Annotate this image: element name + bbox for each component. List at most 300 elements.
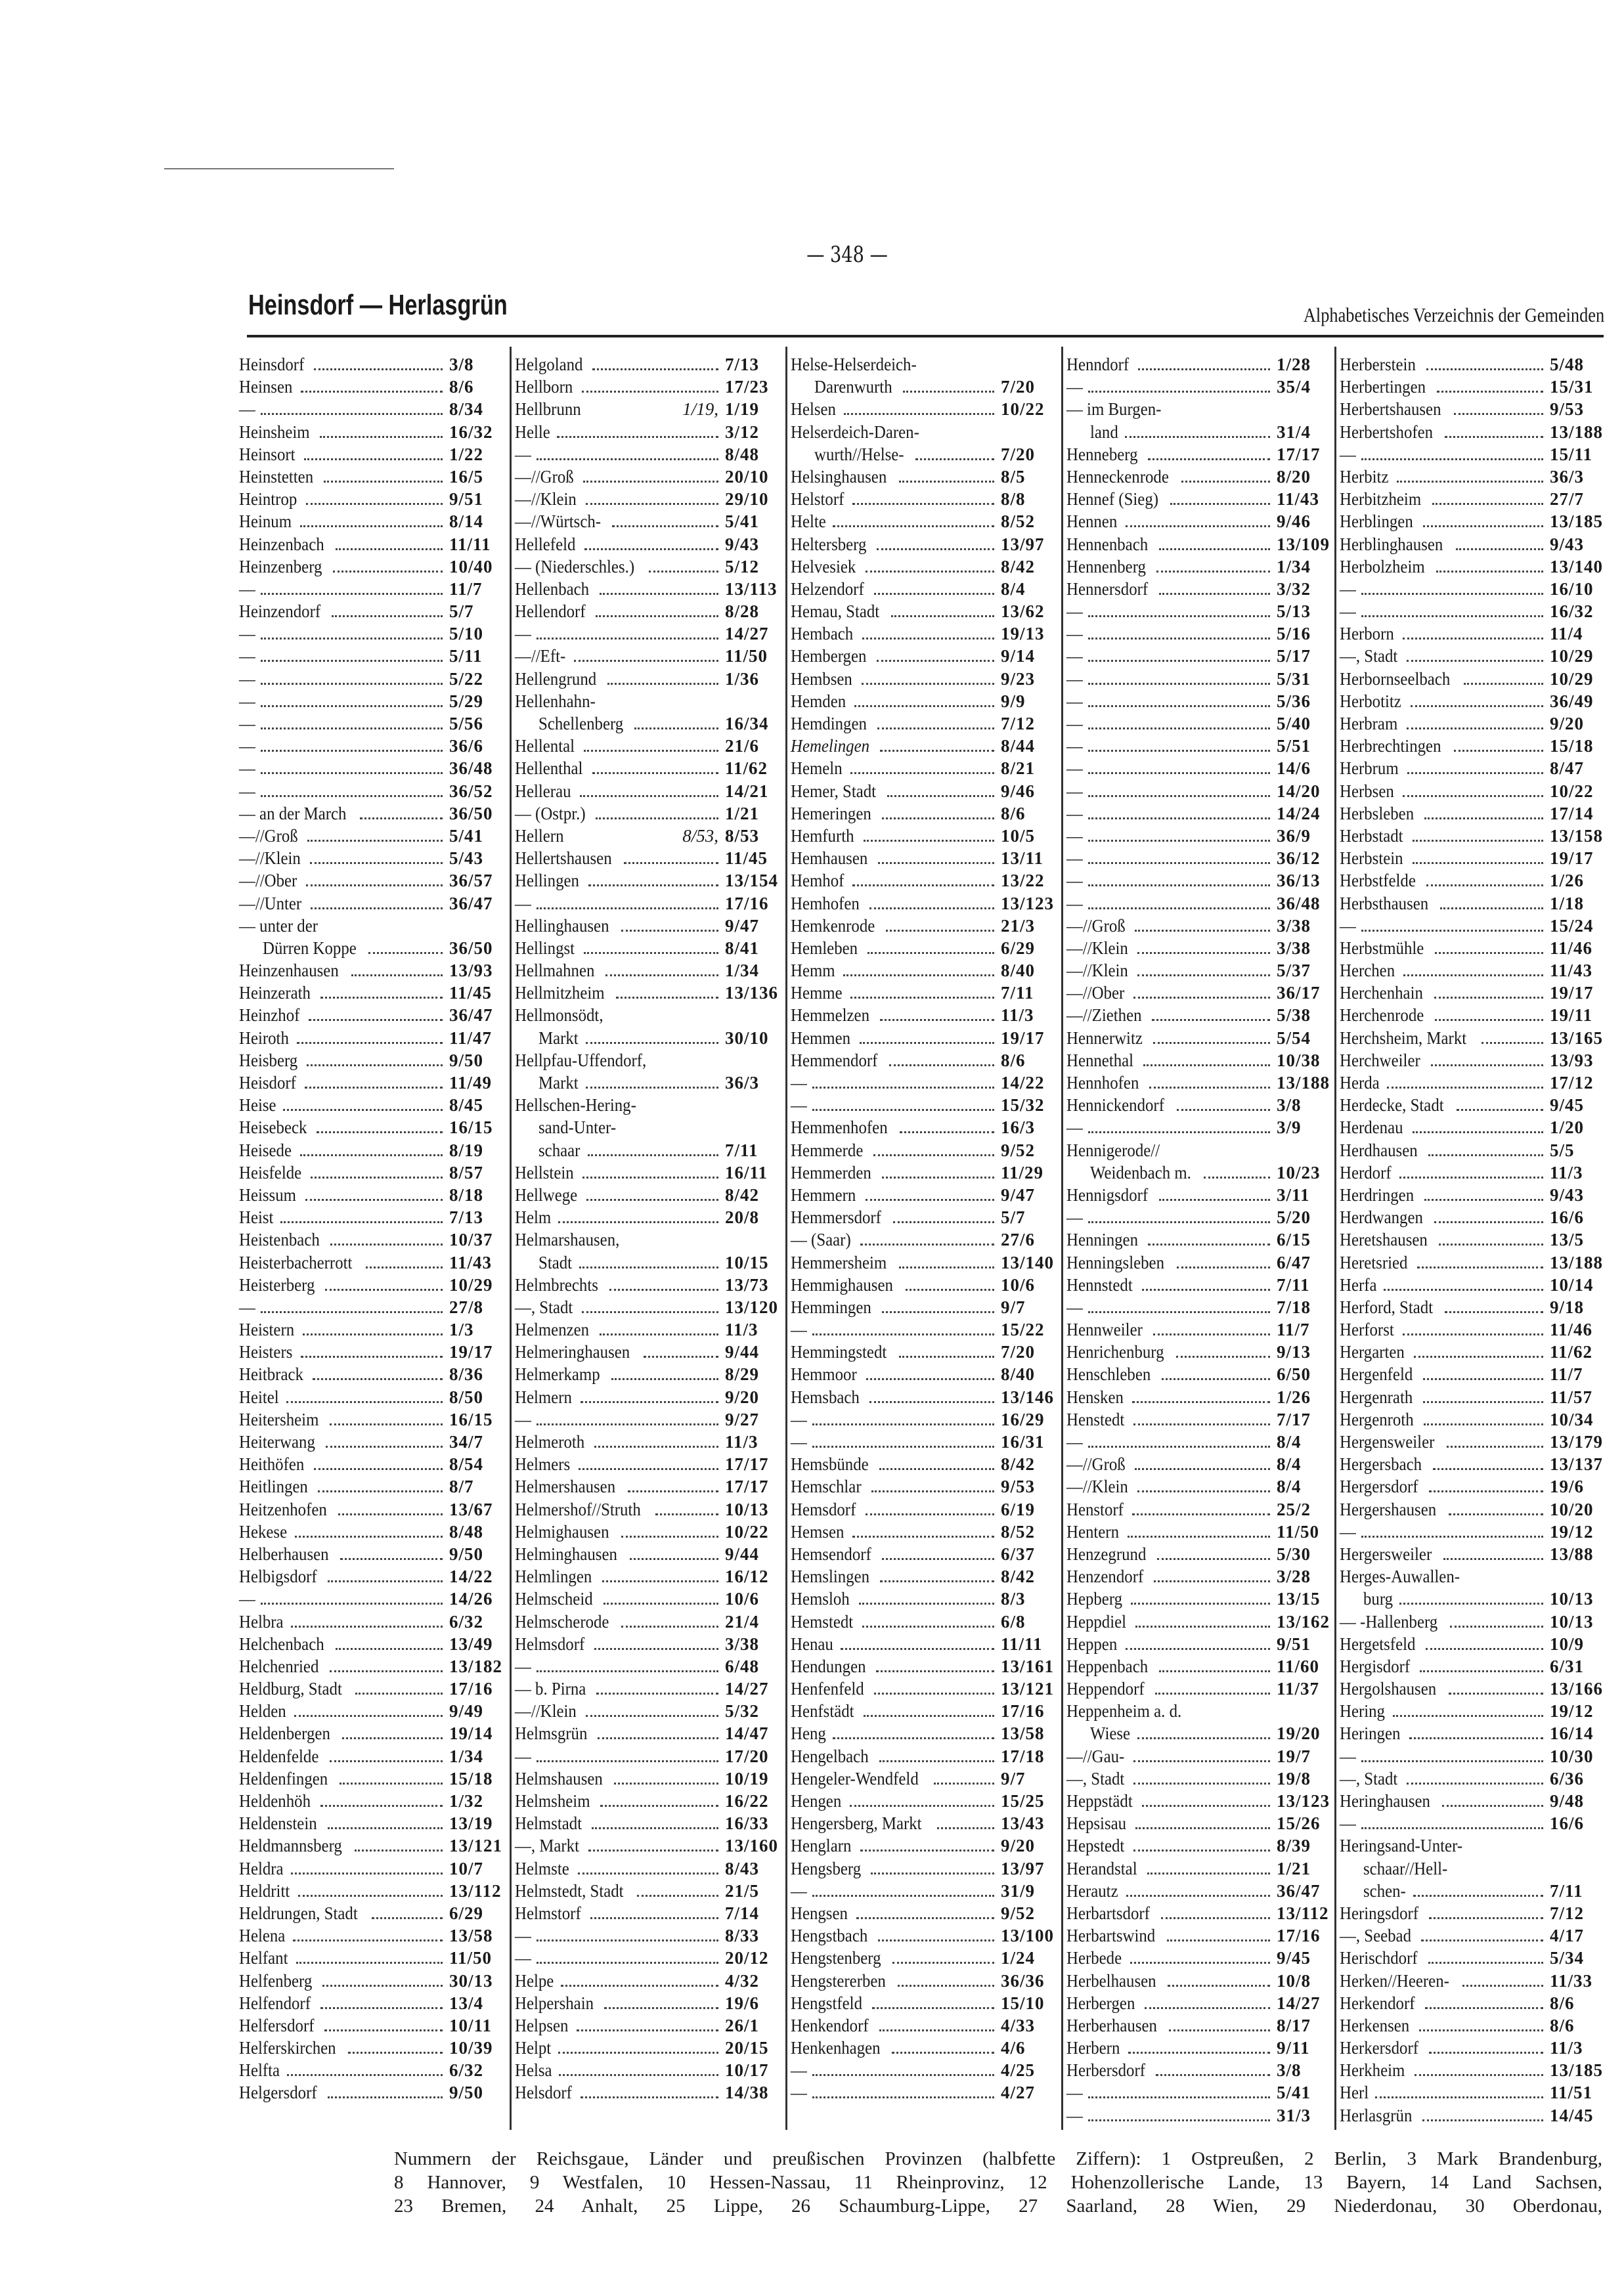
dot-leader	[812, 2096, 994, 2098]
region-reference: 5/41	[449, 825, 484, 846]
place-name: Hellenthal	[515, 758, 583, 779]
region-reference: 8/28	[725, 601, 760, 622]
dot-leader	[1361, 1536, 1543, 1538]
region-reference: 13/49	[449, 1634, 493, 1654]
index-entry	[515, 1498, 780, 1521]
region-reference: 19/14	[449, 1723, 493, 1744]
index-entry	[515, 353, 780, 376]
index-entry	[239, 1924, 504, 1947]
place-name: land	[1090, 422, 1118, 442]
region-reference: 36/12	[1277, 848, 1321, 869]
index-entry	[791, 600, 1056, 622]
index-entry	[791, 712, 1056, 735]
place-name: Heinsheim	[239, 422, 310, 442]
dot-leader	[1176, 1356, 1270, 1358]
region-reference: 3/38	[1277, 915, 1311, 936]
dot-leader	[879, 1468, 994, 1470]
index-entry	[791, 690, 1056, 712]
dot-leader	[1434, 997, 1543, 999]
dot-leader	[1413, 1131, 1543, 1133]
index-entry	[1340, 533, 1605, 555]
region-reference: 13/121	[1001, 1679, 1055, 1699]
region-reference: 17/18	[1001, 1746, 1045, 1766]
dot-leader	[1088, 840, 1270, 842]
dot-leader	[867, 952, 994, 954]
region-reference: 1/18	[1550, 893, 1585, 913]
dot-leader	[1426, 1648, 1543, 1650]
place-name: Herautz	[1066, 1880, 1118, 1901]
dot-leader	[812, 1087, 994, 1089]
dot-leader	[594, 1648, 718, 1650]
region-reference: 11/46	[1550, 938, 1593, 958]
region-reference: 15/24	[1550, 915, 1594, 936]
place-name: Hemsbach	[791, 1387, 860, 1407]
region-reference: 13/166	[1550, 1679, 1604, 1699]
place-name: Heisebeck	[239, 1117, 307, 1138]
dot-leader	[1132, 1513, 1270, 1515]
index-entry	[1066, 1678, 1332, 1700]
index-entry	[1340, 398, 1605, 420]
dot-leader	[1361, 458, 1543, 460]
dot-leader	[1399, 1177, 1543, 1179]
index-entry	[1066, 555, 1332, 578]
index-entry	[515, 1745, 780, 1767]
dot-leader	[878, 862, 994, 864]
region-reference: 5/34	[1550, 1948, 1585, 1968]
index-entry	[1340, 1296, 1605, 1318]
index-entry	[1340, 1318, 1605, 1341]
dot-leader	[1148, 458, 1270, 460]
region-reference: 13/161	[1001, 1656, 1055, 1676]
place-name: —//Groß	[1066, 1454, 1126, 1475]
section-title: Alphabetisches Verzeichnis der Gemeinden	[1303, 303, 1604, 326]
index-entry	[791, 982, 1056, 1004]
index-entry	[1340, 869, 1605, 892]
index-entry	[791, 555, 1056, 578]
index-entry	[791, 1633, 1056, 1655]
region-reference: 1/34	[1277, 556, 1311, 576]
place-name: Helpsen	[515, 2015, 569, 2035]
dot-leader	[852, 503, 994, 505]
index-entry	[1066, 1565, 1332, 1588]
index-entry	[515, 1453, 780, 1475]
dot-leader	[313, 1378, 443, 1380]
index-entry	[1066, 1318, 1332, 1341]
top-rule	[164, 168, 394, 169]
dot-leader	[1177, 1109, 1270, 1111]
place-name: Hemslingen	[791, 1567, 870, 1587]
place-name: Hemer, Stadt	[791, 781, 877, 801]
dot-leader	[298, 1895, 443, 1897]
index-entry	[239, 847, 504, 869]
dot-leader	[812, 1109, 994, 1111]
dot-leader	[833, 525, 994, 527]
index-entry	[1066, 757, 1332, 779]
dot-leader	[581, 2096, 718, 2098]
dot-leader	[1088, 772, 1270, 774]
region-reference: 13/185	[1550, 2060, 1604, 2081]
region-reference: 13/185	[1550, 511, 1604, 532]
index-entry	[1340, 1363, 1605, 1385]
dot-leader	[336, 1648, 443, 1650]
dot-leader	[293, 1939, 443, 1941]
index-entry	[239, 1296, 504, 1318]
region-reference: 20/15	[725, 2038, 769, 2058]
index-entry	[791, 1722, 1056, 1744]
region-reference: 9/11	[1277, 2038, 1310, 2058]
region-reference: 14/20	[1277, 781, 1321, 801]
dot-leader	[291, 1626, 443, 1628]
place-name: Herkensen	[1340, 2015, 1410, 2035]
place-name: Hellmitzheim	[515, 983, 605, 1003]
place-name: Herbede	[1066, 1948, 1122, 1968]
index-entry	[515, 1408, 780, 1431]
region-reference: 9/51	[449, 489, 484, 509]
region-reference: 7/11	[1001, 983, 1034, 1003]
alternate-reference: 8/53,	[682, 825, 718, 846]
region-reference: 21/4	[725, 1611, 760, 1632]
region-reference: 11/50	[1277, 1521, 1320, 1542]
dot-leader	[261, 413, 443, 415]
dot-leader	[340, 1783, 443, 1785]
dot-leader	[1162, 1378, 1270, 1380]
region-reference: 6/36	[1550, 1768, 1585, 1788]
dot-leader	[558, 1221, 718, 1223]
index-entry	[1066, 1902, 1332, 1924]
place-name: Henndorf	[1066, 355, 1130, 374]
place-name: —	[1066, 893, 1083, 913]
index-entry	[1066, 1924, 1332, 1947]
place-name: Heinzerath	[239, 983, 311, 1003]
place-name: Helmlingen	[515, 1567, 592, 1587]
index-entry	[1066, 825, 1332, 847]
place-name: Weidenbach m.	[1090, 1162, 1191, 1182]
region-reference: 3/8	[449, 355, 474, 374]
region-reference: 36/17	[1277, 983, 1321, 1003]
place-name: Hemau, Stadt	[791, 601, 880, 622]
place-name: Herkendorf	[1340, 1993, 1415, 2013]
index-entry	[1066, 1206, 1332, 1228]
index-entry	[515, 802, 780, 825]
region-reference: 4/33	[1001, 2015, 1036, 2035]
index-entry	[515, 1588, 780, 1610]
region-reference: 9/49	[449, 1701, 484, 1722]
region-reference: 11/43	[449, 1252, 493, 1272]
index-entry	[1340, 1072, 1605, 1094]
region-reference: 7/14	[725, 1903, 760, 1923]
index-entry	[791, 802, 1056, 825]
place-name: Hemfurth	[791, 825, 854, 846]
index-entry	[515, 1857, 780, 1880]
dot-leader	[588, 1850, 718, 1852]
place-name: —	[239, 736, 255, 756]
dot-leader	[874, 1693, 994, 1695]
place-name: Herford, Stadt	[1340, 1297, 1434, 1317]
index-entry	[791, 892, 1056, 915]
place-name: Herbersdorf	[1066, 2060, 1146, 2081]
dot-leader	[1462, 1985, 1543, 1987]
region-reference: 13/93	[1550, 1050, 1594, 1070]
region-reference: 6/32	[449, 2060, 484, 2081]
region-reference: 11/60	[1277, 1656, 1320, 1676]
place-name: Heldenstein	[239, 1813, 317, 1834]
dot-leader	[1157, 1558, 1270, 1560]
dot-leader	[1088, 660, 1270, 662]
region-reference: 10/17	[725, 2060, 769, 2081]
place-name: Hergarten	[1340, 1342, 1405, 1362]
dot-leader	[324, 2029, 443, 2031]
region-reference: 3/12	[725, 422, 760, 442]
region-reference: 8/17	[1277, 2015, 1311, 2035]
region-reference: 31/4	[1277, 422, 1311, 442]
index-entry	[1066, 421, 1332, 443]
dot-leader	[889, 1064, 994, 1066]
index-entry	[239, 869, 504, 892]
place-name: Helmstedt, Stadt	[515, 1880, 624, 1901]
dot-leader	[1167, 1939, 1270, 1941]
place-name: Heldenhöh	[239, 1791, 311, 1811]
dot-leader	[1088, 2096, 1270, 2098]
region-reference: 9/20	[1001, 1836, 1036, 1856]
index-entry	[1066, 1341, 1332, 1363]
place-name: Herchenhain	[1340, 983, 1423, 1003]
region-reference: 8/48	[449, 1521, 484, 1542]
region-reference: 6/19	[1001, 1499, 1036, 1519]
region-reference: 13/112	[449, 1880, 502, 1901]
index-entry	[239, 982, 504, 1004]
dot-leader	[612, 525, 718, 527]
region-reference: 16/32	[449, 422, 493, 442]
index-entry	[239, 1521, 504, 1543]
place-name: Helmerkamp	[515, 1364, 600, 1385]
place-name: Hembsen	[791, 668, 852, 689]
dot-leader	[1088, 705, 1270, 707]
place-name: Herbsleben	[1340, 803, 1415, 823]
dot-leader	[1457, 1109, 1543, 1111]
dot-leader	[841, 1648, 994, 1650]
index-entry	[1066, 1611, 1332, 1633]
region-reference: 17/16	[725, 893, 769, 913]
place-name: Hemsen	[791, 1521, 845, 1542]
dot-leader	[1137, 1737, 1270, 1739]
index-entry	[515, 1094, 780, 1116]
region-reference: 9/48	[1550, 1791, 1585, 1811]
index-entry	[791, 1206, 1056, 1228]
dot-leader	[644, 1356, 718, 1358]
dot-leader	[297, 1042, 443, 1044]
dot-leader	[1429, 1490, 1543, 1492]
dot-leader	[1142, 1289, 1270, 1291]
region-reference: 9/13	[1277, 1342, 1311, 1362]
place-name: —	[1066, 736, 1083, 756]
place-name: —	[1066, 2083, 1083, 2103]
place-name: Hengstfeld	[791, 1993, 862, 2013]
place-name: Dürren Koppe	[263, 938, 357, 958]
index-entry	[515, 1116, 780, 1138]
dot-leader	[318, 1490, 443, 1492]
dot-leader	[900, 1131, 994, 1133]
index-entry	[791, 1857, 1056, 1880]
place-name: —	[1066, 646, 1083, 666]
index-entry	[515, 780, 780, 802]
index-entry	[791, 578, 1056, 600]
dot-leader	[1435, 1019, 1543, 1021]
index-entry	[1340, 1633, 1605, 1655]
region-reference: 11/7	[449, 578, 483, 599]
region-reference: 19/13	[1001, 624, 1045, 644]
dot-leader	[296, 1962, 443, 1964]
region-reference: 10/15	[725, 1252, 769, 1272]
region-reference: 13/120	[725, 1297, 779, 1317]
column-divider	[510, 347, 512, 2130]
place-name: Henau	[791, 1634, 833, 1654]
dot-leader	[1423, 1378, 1543, 1380]
dot-leader	[537, 638, 718, 639]
place-name: Darenwurth	[814, 377, 892, 397]
region-reference: 8/8	[1001, 489, 1026, 509]
dot-leader	[878, 1939, 994, 1941]
index-entry	[239, 555, 504, 578]
index-entry	[1066, 1094, 1332, 1116]
dot-leader	[301, 391, 443, 393]
index-entry	[239, 1902, 504, 1924]
dot-leader	[843, 974, 995, 976]
dot-leader	[860, 1244, 994, 1245]
index-entry	[239, 1722, 504, 1744]
region-reference: 13/11	[1001, 848, 1044, 869]
place-name: Hemdingen	[791, 714, 867, 733]
index-entry	[1066, 1072, 1332, 1094]
region-reference: 14/26	[449, 1589, 493, 1609]
dot-leader	[1409, 1737, 1543, 1739]
dot-leader	[1419, 2029, 1543, 2031]
dot-leader	[306, 503, 443, 505]
index-entry	[1066, 1274, 1332, 1296]
index-entry	[239, 1453, 504, 1475]
dot-leader	[328, 2096, 443, 2098]
column-divider	[1061, 347, 1063, 2130]
dot-leader	[1128, 2052, 1270, 2054]
dot-leader	[1384, 1289, 1543, 1291]
region-reference: 14/38	[725, 2083, 769, 2103]
place-name: Herberhausen	[1066, 2015, 1157, 2035]
index-entry	[1340, 443, 1605, 466]
dot-leader	[871, 1490, 994, 1492]
index-entry	[239, 1812, 504, 1834]
place-name: Herbelhausen	[1066, 1970, 1156, 1991]
index-entry	[791, 533, 1056, 555]
place-name: Heinsort	[239, 444, 296, 464]
dot-leader	[852, 884, 994, 886]
region-reference: 10/19	[725, 1768, 769, 1788]
place-name: — im Burgen-	[1066, 399, 1162, 420]
index-entry	[1340, 1408, 1605, 1431]
index-entry	[1066, 1722, 1332, 1744]
region-reference: 15/18	[1550, 736, 1594, 756]
place-name: —	[239, 1589, 255, 1609]
dot-leader	[860, 1042, 994, 1044]
dot-leader	[578, 1873, 718, 1874]
region-reference: 31/9	[1001, 1880, 1036, 1901]
region-reference: 8/5	[1001, 466, 1026, 487]
index-entry	[515, 2037, 780, 2059]
dot-leader	[880, 750, 994, 752]
place-name: —//Groß	[239, 825, 298, 846]
dot-leader	[850, 772, 994, 774]
index-entry	[1066, 622, 1332, 645]
dot-leader	[1424, 1199, 1543, 1201]
region-reference: 1/24	[1001, 1948, 1036, 1968]
index-entry	[1066, 1543, 1332, 1565]
place-name: Herbartsdorf	[1066, 1903, 1150, 1923]
place-name: Hemkenrode	[791, 915, 875, 936]
place-name: Hemmingen	[791, 1297, 871, 1317]
index-entry	[239, 2059, 504, 2081]
place-name: —//Klein	[1066, 1477, 1128, 1497]
region-reference: 9/45	[1277, 1948, 1311, 1968]
place-name: —	[1066, 668, 1083, 689]
place-name: —//Würtsch-	[515, 511, 602, 532]
dot-leader	[812, 1333, 994, 1335]
place-name: Hengsen	[791, 1903, 848, 1923]
place-name: Helpt	[515, 2038, 552, 2058]
dot-leader	[1156, 2074, 1270, 2076]
place-name: Heldritt	[239, 1880, 290, 1901]
dot-leader	[616, 997, 718, 999]
footer-line: 23 Bremen, 24 Anhalt, 25 Lippe, 26 Schaumburg-Lippe, 27 Saarland, 28 Wien, 29 Niederdonau, 30 Oberdonau,	[394, 2196, 1602, 2217]
region-reference: 10/22	[1001, 399, 1045, 420]
index-entry	[1340, 1588, 1605, 1610]
index-entry	[515, 533, 780, 555]
place-name: Herischdorf	[1340, 1948, 1418, 1968]
index-entry	[515, 1004, 780, 1026]
region-reference: 13/22	[1001, 871, 1045, 891]
dot-leader	[844, 413, 994, 415]
index-entry	[239, 353, 504, 376]
place-name: Hellenbach	[515, 578, 590, 599]
place-name: Helmeroth	[515, 1432, 585, 1452]
region-reference: 8/6	[1550, 1993, 1575, 2013]
place-name: —	[791, 1320, 807, 1340]
place-name: —	[1066, 1432, 1083, 1452]
dot-leader	[866, 1199, 994, 1201]
index-entry	[791, 1004, 1056, 1026]
place-name: Hellmahnen	[515, 961, 595, 981]
index-entry	[1066, 959, 1332, 982]
dot-leader	[634, 727, 718, 729]
index-entry	[1066, 780, 1332, 802]
index-entry	[791, 1880, 1056, 1902]
place-name: Heldenfelde	[239, 1746, 319, 1766]
place-name: —	[791, 1095, 807, 1116]
dot-leader	[874, 593, 994, 595]
index-entry	[239, 1700, 504, 1722]
dot-leader	[592, 368, 718, 370]
place-name: — unter der	[239, 915, 318, 936]
place-name: —, Stadt	[515, 1297, 573, 1317]
index-entry	[1340, 1700, 1605, 1722]
index-entry	[1340, 600, 1605, 622]
region-reference: 11/50	[449, 1948, 493, 1968]
dot-leader	[655, 1513, 718, 1515]
place-name: Hennethal	[1066, 1050, 1134, 1070]
dot-leader	[294, 1715, 443, 1717]
dot-leader	[300, 1154, 443, 1156]
index-entry	[1340, 1228, 1605, 1251]
dot-leader	[864, 840, 994, 842]
index-entry	[239, 1992, 504, 2014]
dot-leader	[1088, 795, 1270, 797]
